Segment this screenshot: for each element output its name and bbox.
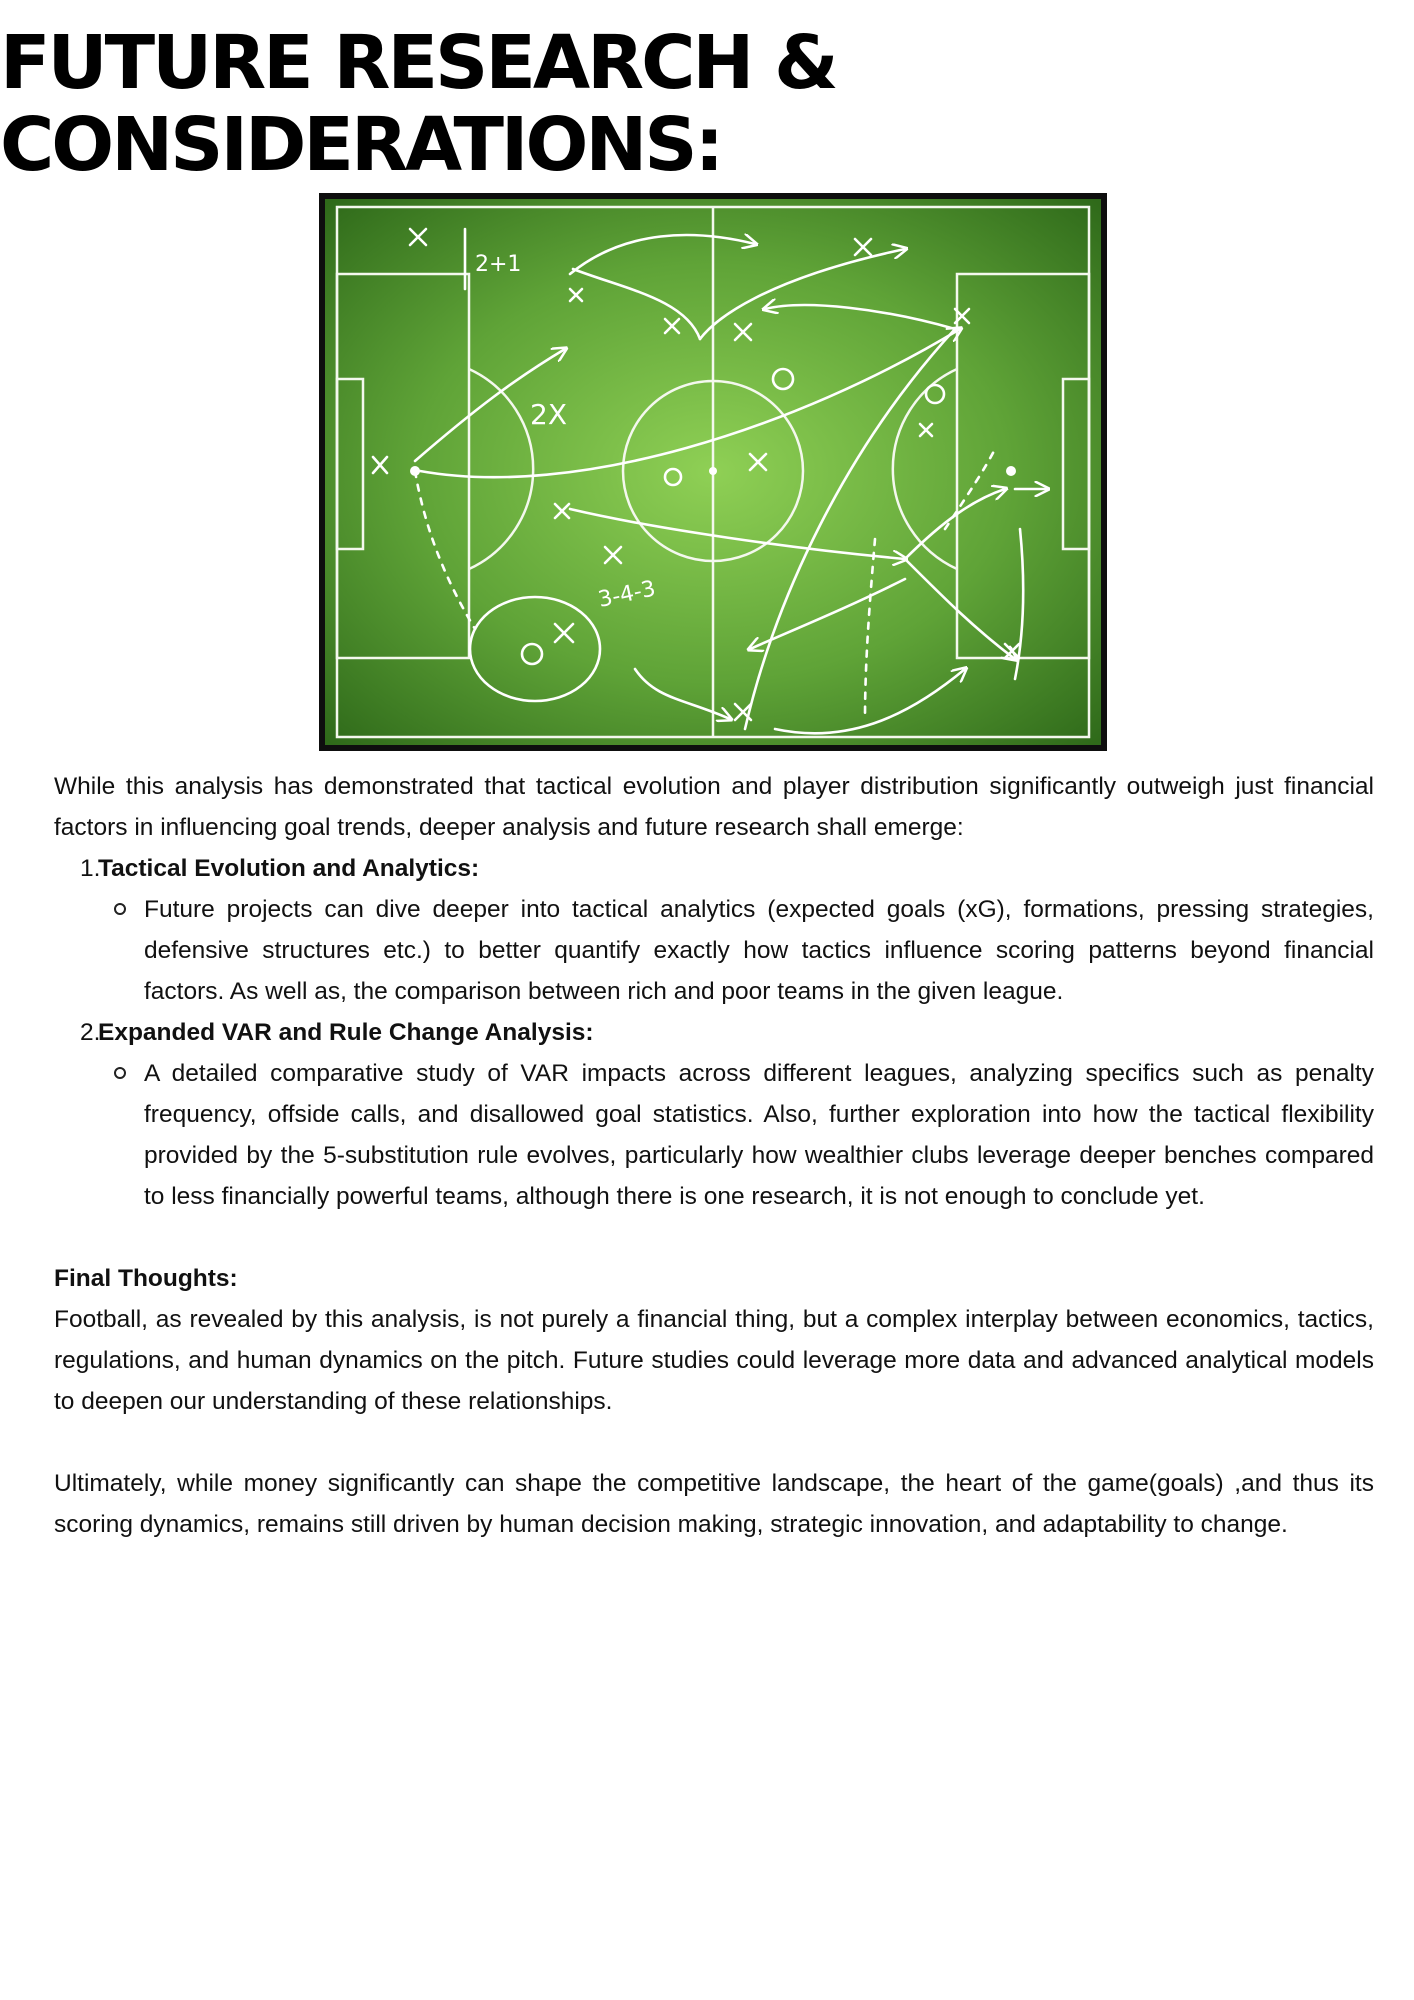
page-title [0,22,836,186]
sub-bullet-text-2: A detailed comparative study of VAR impacts across different leagues, analyzing specifics such as penalty frequency, offside calls, and disallowed goal statistics. Also, further exploration into how the tactical flexibility provided by the 5-substitution rule evolves, particularly how wealthier clubs leverage deeper benches compared to less financially powerful teams, although there is one research, it is not enough to conclude yet. [144,1060,1374,1210]
hollow-bullet-icon [114,1067,126,1079]
list-number-1: 1. [80,855,101,882]
football-tactics-board-image [319,193,1107,751]
sub-bullet-1 [54,889,1374,1012]
sub-bullet-2 [54,1053,1374,1217]
intro-paragraph: While this analysis has demonstrated that tactical evolution and player distribution significantly outweigh just financial factors in influencing goal trends, deeper analysis and future research shall emerge: [54,773,1374,841]
final-thoughts-paragraph-2: Ultimately, while money significantly can shape the competitive landscape, the heart of the game(goals) ,and thus its scoring dynamics, remains still driven by human decision making, strategic innovation, and adaptability to change. [54,1470,1374,1538]
formation-label-2-1: 2+1 [475,252,522,277]
spacer [54,1217,1374,1258]
formation-label-2x: 2X [530,398,567,431]
page-title-line-2: CONSIDERATIONS: [0,102,722,188]
hollow-bullet-icon [114,903,126,915]
list-title-2: Expanded VAR and Rule Change Analysis: [98,1019,594,1046]
final-thoughts-paragraph-1: Football, as revealed by this analysis, is not purely a financial thing, but a complex interplay between economics, tactics, regulations, and human dynamics on the pitch. Future studies could leverage more data and advanced analytical models to deepen our understanding of these relationships. [54,1306,1374,1415]
body-content [54,766,1374,1545]
sub-bullet-text-1: Future projects can dive deeper into tactical analytics (expected goals (xG), formations, pressing strategies, defensive structures etc.) to better quantify exactly how tactics influence scoring patterns beyond financial factors. As well as, the comparison between rich and poor teams in the given league. [144,896,1374,1005]
final-thoughts-heading: Final Thoughts: [54,1265,238,1292]
list-title-1: Tactical Evolution and Analytics: [98,855,480,882]
spacer [54,1422,1374,1463]
pitch-drawing [325,199,1101,745]
formation-label-3-4-3: 3-4-3 [596,576,658,613]
list-item-2 [54,1012,1374,1053]
list-item-1 [54,848,1374,889]
list-number-2: 2. [80,1019,101,1046]
page-title-line-1: FUTURE RESEARCH & [0,20,836,106]
